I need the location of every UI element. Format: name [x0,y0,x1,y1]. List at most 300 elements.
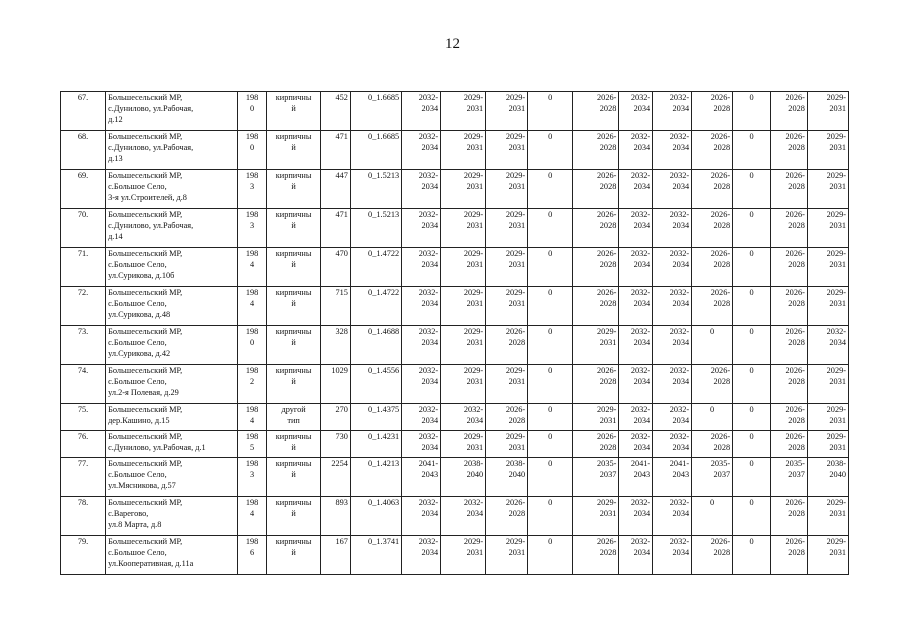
period-4-cell [573,287,619,326]
year-cell-text: 198 [245,132,259,141]
year-cell [238,170,267,209]
period-7-cell-text: 2026- [710,93,731,102]
material-cell-text: й [291,299,296,308]
period-4-cell-text: 2026- [597,537,617,546]
period-5-cell [619,404,653,431]
value-cell-text: 270 [335,405,348,414]
period-4-cell [573,209,619,248]
period-6-cell-text: 2041- [669,459,690,468]
row-number [61,365,106,404]
period-1-cell [402,431,441,458]
period-6-cell [653,431,692,458]
year-cell-text: 3 [250,221,255,230]
period-2-cell-text: 2029- [463,327,484,336]
period-7-cell [692,536,733,575]
period-1-cell-text: 2034 [421,221,439,230]
table-row [61,326,849,365]
period-6-cell [653,326,692,365]
period-5-cell [619,248,653,287]
period-2-cell-text: 2031 [466,143,484,152]
period-2-cell-text: 2031 [466,182,484,191]
period-3-cell [486,497,528,536]
address-cell-text: Большесельский МР, [108,405,183,414]
coefficient-cell [350,365,401,404]
address-cell-text: с.Большое Село, [108,470,167,479]
period-5-cell-text: 2032- [630,432,651,441]
period-4-cell-text: 2026- [597,210,617,219]
value-cell-text: 167 [335,537,348,546]
period-8-cell-text: 2026- [785,366,805,375]
period-7-cell [692,170,733,209]
housing-register-table [60,91,849,575]
value-cell-text: 2254 [331,459,348,468]
period-6-cell [653,365,692,404]
period-3-cell [486,536,528,575]
period-3-cell-text: 2038- [505,459,526,468]
period-9-cell-text: 2029- [826,498,846,507]
address-cell-text: Большесельский МР, [108,432,183,441]
coefficient-cell-text: 0_1.4688 [368,327,400,336]
zero-col-2-cell [733,536,771,575]
address-cell [106,248,238,287]
coefficient-cell-text: 0_1.4722 [368,249,400,258]
value-cell-text: 471 [335,210,348,219]
period-5-cell-text: 2034 [633,509,651,518]
period-7-cell [692,209,733,248]
period-3-cell-text: 2029- [505,132,526,141]
period-5-cell-text: 2041- [630,459,651,468]
period-7-cell-text: 0 [710,405,715,414]
period-7-cell [692,431,733,458]
period-4-cell [573,431,619,458]
year-cell [238,536,267,575]
period-4-cell-text: 2029- [597,327,617,336]
material-cell-text: й [291,221,296,230]
period-9-cell-text: 2029- [826,405,846,414]
address-cell-text: Большесельский МР, [108,210,183,219]
year-cell [238,497,267,536]
period-5-cell-text: 2034 [633,143,651,152]
period-5-cell-text: 2034 [633,182,651,191]
period-4-cell-text: 2029- [597,405,617,414]
address-cell-text: Большесельский МР, [108,288,183,297]
period-2-cell-text: 2031 [466,299,484,308]
period-4-cell-text: 2031 [599,509,617,518]
period-5-cell [619,170,653,209]
row-number-text: 74. [77,366,89,375]
period-7-cell-text: 2026- [710,288,731,297]
period-3-cell-text: 2031 [508,260,526,269]
period-8-cell-text: 2026- [785,210,805,219]
period-5-cell-text: 2032- [630,405,651,414]
period-5-cell-text: 2032- [630,93,651,102]
value-cell [321,431,351,458]
material-cell-text: кирпичны [275,537,312,546]
period-3-cell [486,170,528,209]
zero-col-cell [528,209,573,248]
zero-col-cell [528,248,573,287]
address-cell-text: Большесельский МР, [108,498,183,507]
material-cell [266,404,320,431]
year-cell-text: 2 [250,377,255,386]
period-1-cell [402,326,441,365]
address-cell-text: ул.Сурикова, д.48 [108,310,171,319]
period-1-cell-text: 2034 [421,509,439,518]
table-row [61,431,849,458]
period-9-cell [807,248,848,287]
period-9-cell-text: 2029- [826,537,846,546]
period-3-cell-text: 2029- [505,366,526,375]
period-5-cell-text: 2032- [630,288,651,297]
material-cell-text: й [291,509,296,518]
period-2-cell-text: 2031 [466,104,484,113]
material-cell-text: й [291,104,296,113]
table-row [61,458,849,497]
period-3-cell-text: 2026- [505,327,526,336]
period-7-cell [692,326,733,365]
period-9-cell-text: 2034 [829,338,846,347]
period-6-cell-text: 2032- [669,327,690,336]
period-6-cell [653,458,692,497]
year-cell-text: 198 [245,249,259,258]
period-7-cell-text: 2028 [713,221,731,230]
period-8-cell-text: 2028 [788,104,805,113]
row-number-text: 67. [77,93,89,102]
zero-col-cell-text: 0 [548,249,553,258]
period-2-cell [441,170,486,209]
row-number [61,209,106,248]
period-1-cell [402,287,441,326]
period-6-cell [653,248,692,287]
period-2-cell [441,92,486,131]
period-2-cell [441,497,486,536]
period-8-cell [771,131,808,170]
period-4-cell-text: 2031 [599,338,617,347]
period-2-cell-text: 2029- [463,249,484,258]
period-7-cell-text: 2028 [713,104,731,113]
year-cell [238,248,267,287]
period-3-cell [486,326,528,365]
period-5-cell-text: 2034 [633,443,651,452]
period-4-cell-text: 2026- [597,366,617,375]
period-4-cell-text: 2026- [597,249,617,258]
period-6-cell-text: 2032- [669,210,690,219]
period-9-cell-text: 2029- [826,366,846,375]
period-7-cell [692,287,733,326]
period-6-cell-text: 2043 [672,470,690,479]
address-cell-text: д.13 [108,154,123,163]
period-5-cell [619,131,653,170]
period-8-cell [771,287,808,326]
material-cell-text: тип [287,416,300,425]
period-1-cell-text: 2034 [421,416,439,425]
period-9-cell-text: 2031 [829,416,846,425]
period-3-cell [486,404,528,431]
period-5-cell-text: 2032- [630,132,651,141]
period-3-cell-text: 2029- [505,249,526,258]
period-4-cell [573,497,619,536]
period-3-cell [486,431,528,458]
address-cell-text: с.Большое Село, [108,548,167,557]
period-8-cell-text: 2026- [785,432,805,441]
row-number-text: 70. [77,210,89,219]
zero-col-2-cell [733,458,771,497]
address-cell-text: ул.Сурикова, д.42 [108,349,171,358]
period-2-cell-text: 2029- [463,432,484,441]
value-cell-text: 447 [335,171,348,180]
row-number-text: 68. [77,132,89,141]
coefficient-cell-text: 0_1.6685 [368,93,400,102]
zero-col-2-cell-text: 0 [749,288,754,297]
period-1-cell [402,536,441,575]
address-cell-text: с.Дунилово, ул.Рабочая, [108,143,194,152]
zero-col-2-cell-text: 0 [749,327,754,336]
period-4-cell-text: 2026- [597,93,617,102]
row-number-text: 75. [77,405,89,414]
period-5-cell-text: 2032- [630,171,651,180]
zero-col-2-cell [733,287,771,326]
period-5-cell-text: 2032- [630,210,651,219]
period-1-cell [402,365,441,404]
period-5-cell [619,326,653,365]
zero-col-2-cell [733,248,771,287]
period-2-cell [441,326,486,365]
period-6-cell-text: 2032- [669,132,690,141]
address-cell-text: с.Большое Село, [108,182,167,191]
period-8-cell [771,404,808,431]
year-cell-text: 198 [245,405,259,414]
address-cell [106,209,238,248]
zero-col-cell-text: 0 [548,327,553,336]
period-6-cell-text: 2032- [669,93,690,102]
year-cell [238,458,267,497]
period-3-cell-text: 2031 [508,143,526,152]
table-row [61,170,849,209]
period-1-cell-text: 2034 [421,182,439,191]
period-9-cell [807,326,848,365]
period-6-cell [653,497,692,536]
material-cell-text: й [291,470,296,479]
row-number [61,287,106,326]
row-number-text: 76. [77,432,89,441]
row-number [61,497,106,536]
period-2-cell-text: 2040 [466,470,484,479]
row-number-text: 79. [77,537,89,546]
period-7-cell-text: 2026- [710,249,731,258]
zero-col-cell-text: 0 [548,132,553,141]
period-6-cell-text: 2034 [672,509,690,518]
period-6-cell [653,536,692,575]
material-cell [266,536,320,575]
zero-col-cell-text: 0 [548,288,553,297]
period-7-cell [692,248,733,287]
zero-col-cell [528,326,573,365]
address-cell-text: с.Дунилово, ул.Рабочая, [108,221,194,230]
coefficient-cell-text: 0_1.5213 [368,171,400,180]
period-7-cell-text: 2028 [713,143,731,152]
material-cell-text: й [291,182,296,191]
address-cell-text: с.Большое Село, [108,260,167,269]
coefficient-cell-text: 0_1.4213 [368,459,400,468]
material-cell [266,170,320,209]
zero-col-cell-text: 0 [548,93,553,102]
period-5-cell [619,536,653,575]
period-9-cell-text: 2029- [826,249,846,258]
address-cell-text: ул.2-я Полевая, д.29 [108,388,179,397]
period-5-cell-text: 2034 [633,260,651,269]
period-1-cell-text: 2034 [421,143,439,152]
period-9-cell-text: 2031 [829,509,846,518]
year-cell-text: 198 [245,432,259,441]
period-4-cell [573,92,619,131]
period-8-cell-text: 2026- [785,498,805,507]
period-4-cell-text: 2028 [599,143,617,152]
period-4-cell-text: 2028 [599,221,617,230]
period-6-cell-text: 2034 [672,143,690,152]
period-1-cell [402,92,441,131]
value-cell [321,326,351,365]
period-8-cell [771,431,808,458]
period-5-cell-text: 2032- [630,498,651,507]
period-9-cell-text: 2031 [829,221,846,230]
year-cell [238,365,267,404]
zero-col-cell-text: 0 [548,210,553,219]
period-1-cell-text: 2043 [421,470,439,479]
period-5-cell-text: 2032- [630,537,651,546]
zero-col-cell [528,131,573,170]
period-5-cell-text: 2034 [633,377,651,386]
address-cell-text: Большесельский МР, [108,537,183,546]
coefficient-cell [350,92,401,131]
year-cell-text: 4 [250,509,255,518]
period-6-cell-text: 2032- [669,366,690,375]
period-1-cell-text: 2032- [418,93,439,102]
zero-col-cell-text: 0 [548,432,553,441]
period-3-cell [486,131,528,170]
material-cell [266,431,320,458]
period-6-cell-text: 2034 [672,182,690,191]
year-cell [238,431,267,458]
period-9-cell [807,431,848,458]
period-1-cell-text: 2032- [418,327,439,336]
period-9-cell-text: 2031 [829,377,846,386]
period-8-cell [771,248,808,287]
coefficient-cell [350,170,401,209]
coefficient-cell [350,497,401,536]
period-7-cell-text: 2028 [713,443,731,452]
period-8-cell-text: 2028 [788,548,805,557]
coefficient-cell [350,326,401,365]
address-cell [106,365,238,404]
year-cell [238,404,267,431]
period-6-cell-text: 2032- [669,432,690,441]
period-3-cell-text: 2029- [505,432,526,441]
value-cell-text: 893 [335,498,348,507]
coefficient-cell-text: 0_1.4063 [368,498,400,507]
address-cell-text: с.Варегово, [108,509,149,518]
period-8-cell [771,497,808,536]
zero-col-2-cell-text: 0 [749,132,754,141]
value-cell-text: 452 [335,93,348,102]
address-cell-text: с.Большое Село, [108,299,167,308]
zero-col-2-cell-text: 0 [749,459,754,468]
period-5-cell-text: 2034 [633,416,651,425]
period-4-cell-text: 2031 [599,416,617,425]
value-cell-text: 715 [335,288,348,297]
period-6-cell-text: 2034 [672,221,690,230]
period-7-cell [692,497,733,536]
period-1-cell-text: 2032- [418,405,439,414]
coefficient-cell-text: 0_1.3741 [368,537,400,546]
period-2-cell-text: 2029- [463,93,484,102]
period-9-cell [807,536,848,575]
coefficient-cell-text: 0_1.4375 [368,405,400,414]
address-cell-text: дер.Кашино, д.15 [108,416,170,425]
year-cell-text: 3 [250,182,255,191]
period-2-cell-text: 2029- [463,132,484,141]
period-9-cell [807,131,848,170]
period-7-cell-text: 2028 [713,260,731,269]
period-9-cell-text: 2029- [826,210,846,219]
period-6-cell-text: 2034 [672,548,690,557]
row-number-text: 73. [77,327,89,336]
period-8-cell [771,458,808,497]
period-8-cell [771,209,808,248]
year-cell-text: 198 [245,459,259,468]
table-row [61,365,849,404]
period-7-cell [692,92,733,131]
period-6-cell [653,209,692,248]
coefficient-cell [350,131,401,170]
period-9-cell-text: 2031 [829,443,846,452]
year-cell-text: 4 [250,299,255,308]
period-9-cell-text: 2029- [826,132,846,141]
year-cell [238,287,267,326]
period-2-cell [441,248,486,287]
period-4-cell [573,536,619,575]
period-4-cell [573,365,619,404]
zero-col-cell-text: 0 [548,537,553,546]
zero-col-2-cell [733,497,771,536]
zero-col-cell [528,497,573,536]
period-2-cell [441,365,486,404]
period-9-cell [807,365,848,404]
year-cell-text: 4 [250,260,255,269]
address-cell-text: Большесельский МР, [108,327,183,336]
row-number [61,248,106,287]
value-cell-text: 471 [335,132,348,141]
table-row [61,287,849,326]
zero-col-cell [528,92,573,131]
period-2-cell-text: 2029- [463,171,484,180]
material-cell-text: й [291,338,296,347]
period-9-cell-text: 2032- [826,327,846,336]
period-7-cell-text: 2037 [713,470,731,479]
year-cell [238,92,267,131]
period-1-cell-text: 2032- [418,537,439,546]
period-1-cell [402,248,441,287]
period-8-cell [771,536,808,575]
material-cell-text: кирпичны [275,132,312,141]
row-number [61,326,106,365]
period-3-cell [486,209,528,248]
zero-col-cell [528,404,573,431]
period-7-cell [692,404,733,431]
period-1-cell-text: 2041- [418,459,439,468]
address-cell [106,431,238,458]
value-cell [321,209,351,248]
period-3-cell-text: 2031 [508,377,526,386]
